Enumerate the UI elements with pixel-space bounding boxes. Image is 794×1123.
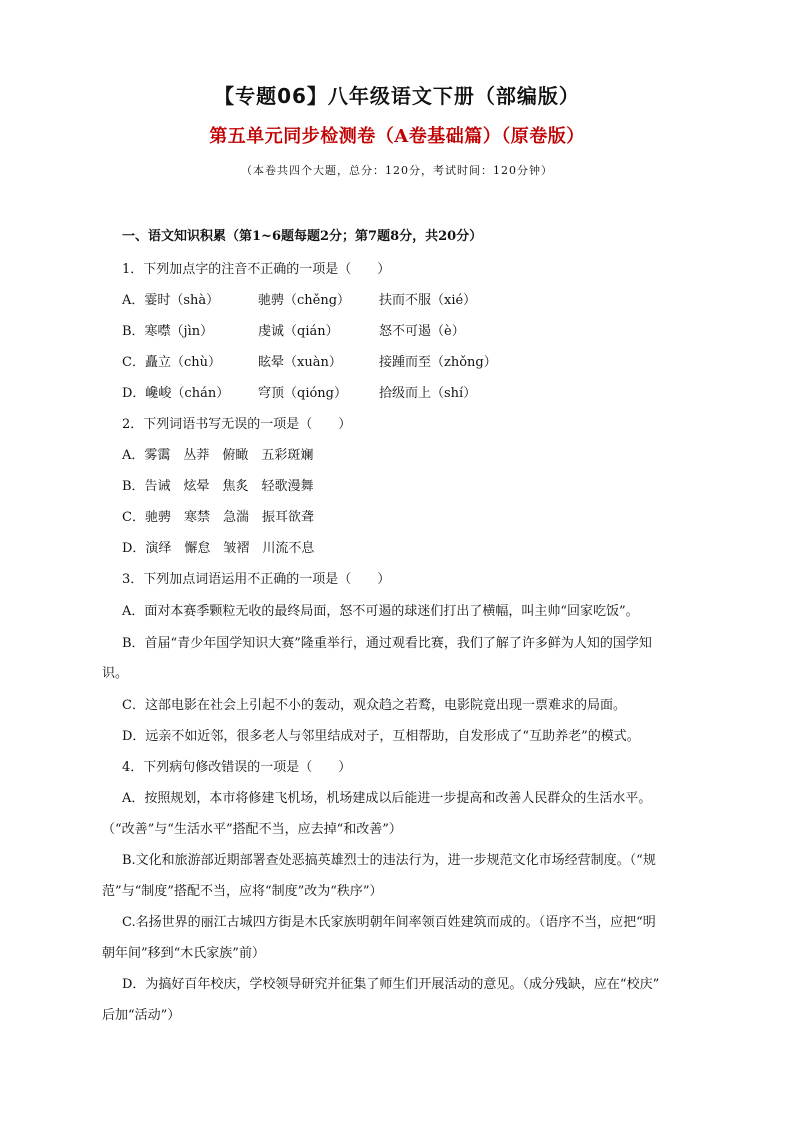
q4-option-a-line1: A．按照规划，本市将修建飞机场，机场建成以后能进一步提高和改善人民群众的生活水平。 [122, 791, 652, 806]
q4-stem: 4．下列病句修改错误的一项是（ ） [122, 760, 352, 775]
q1-d-2: 穹顶（qióng） [258, 386, 348, 401]
exam-note: （本卷共四个大题，总分：120分，考试时间：120分钟） [241, 164, 553, 177]
q1-b-3: 怒不可遏（è） [379, 324, 465, 339]
q2-option-a: A．雾霭 丛莽 俯瞰 五彩斑斓 [122, 448, 314, 463]
q1-option-a [122, 289, 476, 308]
q2-option-c: C．驰骋 寒禁 急湍 振耳欲聋 [122, 510, 314, 525]
page-title: 【专题06】八年级语文下册（部编版） [214, 84, 580, 108]
q3-stem: 3．下列加点词语运用不正确的一项是（ ） [122, 572, 391, 587]
q1-a-1: A．霎时（shà） [122, 293, 220, 308]
q2-stem: 2．下列词语书写无误的一项是（ ） [122, 417, 352, 432]
q1-a-2: 驰骋（chěng） [258, 293, 351, 308]
q3-option-d: D．远亲不如近邻，很多老人与邻里结成对子，互相帮助，自发形成了“互助养老”的模式。 [122, 729, 640, 744]
q4-option-b-line2: 范”与“制度”搭配不当，应将“制度”改为“秩序”） [102, 884, 383, 899]
q4-option-c-line1: C.名扬世界的丽江古城四方街是木氏家族明朝年间率领百姓建筑而成的。（语序不当，应把“明 [122, 915, 656, 930]
q1-d-1: D．巉峻（chán） [122, 386, 230, 401]
q2-option-d: D．演绎 懈怠 皱褶 川流不息 [122, 541, 315, 556]
q4-option-a-line2: （“改善”与“生活水平”搭配不当，应去掉“和改善”） [102, 822, 402, 837]
q1-b-1: B．寒噤（jìn） [122, 324, 214, 339]
q4-option-d-line1: D．为搞好百年校庆，学校领导研究并征集了师生们开展活动的意见。（成分残缺，应在“校庆” [122, 977, 660, 992]
q3-option-b-line2: 识。 [102, 666, 129, 681]
q3-option-a: A．面对本赛季颗粒无收的最终局面，怒不可遏的球迷们打出了横幅，叫主帅“回家吃饭”。 [122, 604, 639, 619]
q4-option-d-line2: 后加“活动”） [102, 1008, 181, 1023]
q1-c-1: C．矗立（chù） [122, 355, 221, 370]
q4-option-b-line1: B.文化和旅游部近期部署查处恶搞英雄烈士的违法行为，进一步规范文化市场经营制度。（“规 [122, 853, 656, 868]
q1-a-3: 扶而不服（xié） [379, 293, 477, 308]
q2-option-b: B．告诫 炫晕 焦炙 轻歌漫舞 [122, 479, 314, 494]
section-heading: 一、语文知识积累（第1~6题每题2分；第7题8分，共20分） [122, 229, 483, 244]
q1-option-b [122, 320, 465, 339]
q1-option-c [122, 351, 497, 370]
q1-c-3: 接踵而至（zhǒng） [379, 355, 497, 370]
q3-option-b-line1: B．首届“青少年国学知识大赛”隆重举行，通过观看比赛，我们了解了许多鲜为人知的国学知 [122, 636, 652, 651]
q3-option-c: C．这部电影在社会上引起不小的轰动，观众趋之若鹜，电影院竟出现一票难求的局面。 [122, 698, 626, 713]
q1-stem: 1．下列加点字的注音不正确的一项是（ ） [122, 262, 391, 277]
q1-c-2: 眩晕（xuàn） [258, 355, 342, 370]
q4-option-c-line2: 朝年间”移到“木氏家族”前） [102, 946, 265, 961]
q1-d-3: 拾级而上（shí） [379, 386, 477, 401]
page-subtitle: 第五单元同步检测卷（A卷基础篇）（原卷版） [209, 126, 585, 147]
q1-option-d [122, 382, 476, 401]
q1-b-2: 虔诚（qián） [258, 324, 339, 339]
